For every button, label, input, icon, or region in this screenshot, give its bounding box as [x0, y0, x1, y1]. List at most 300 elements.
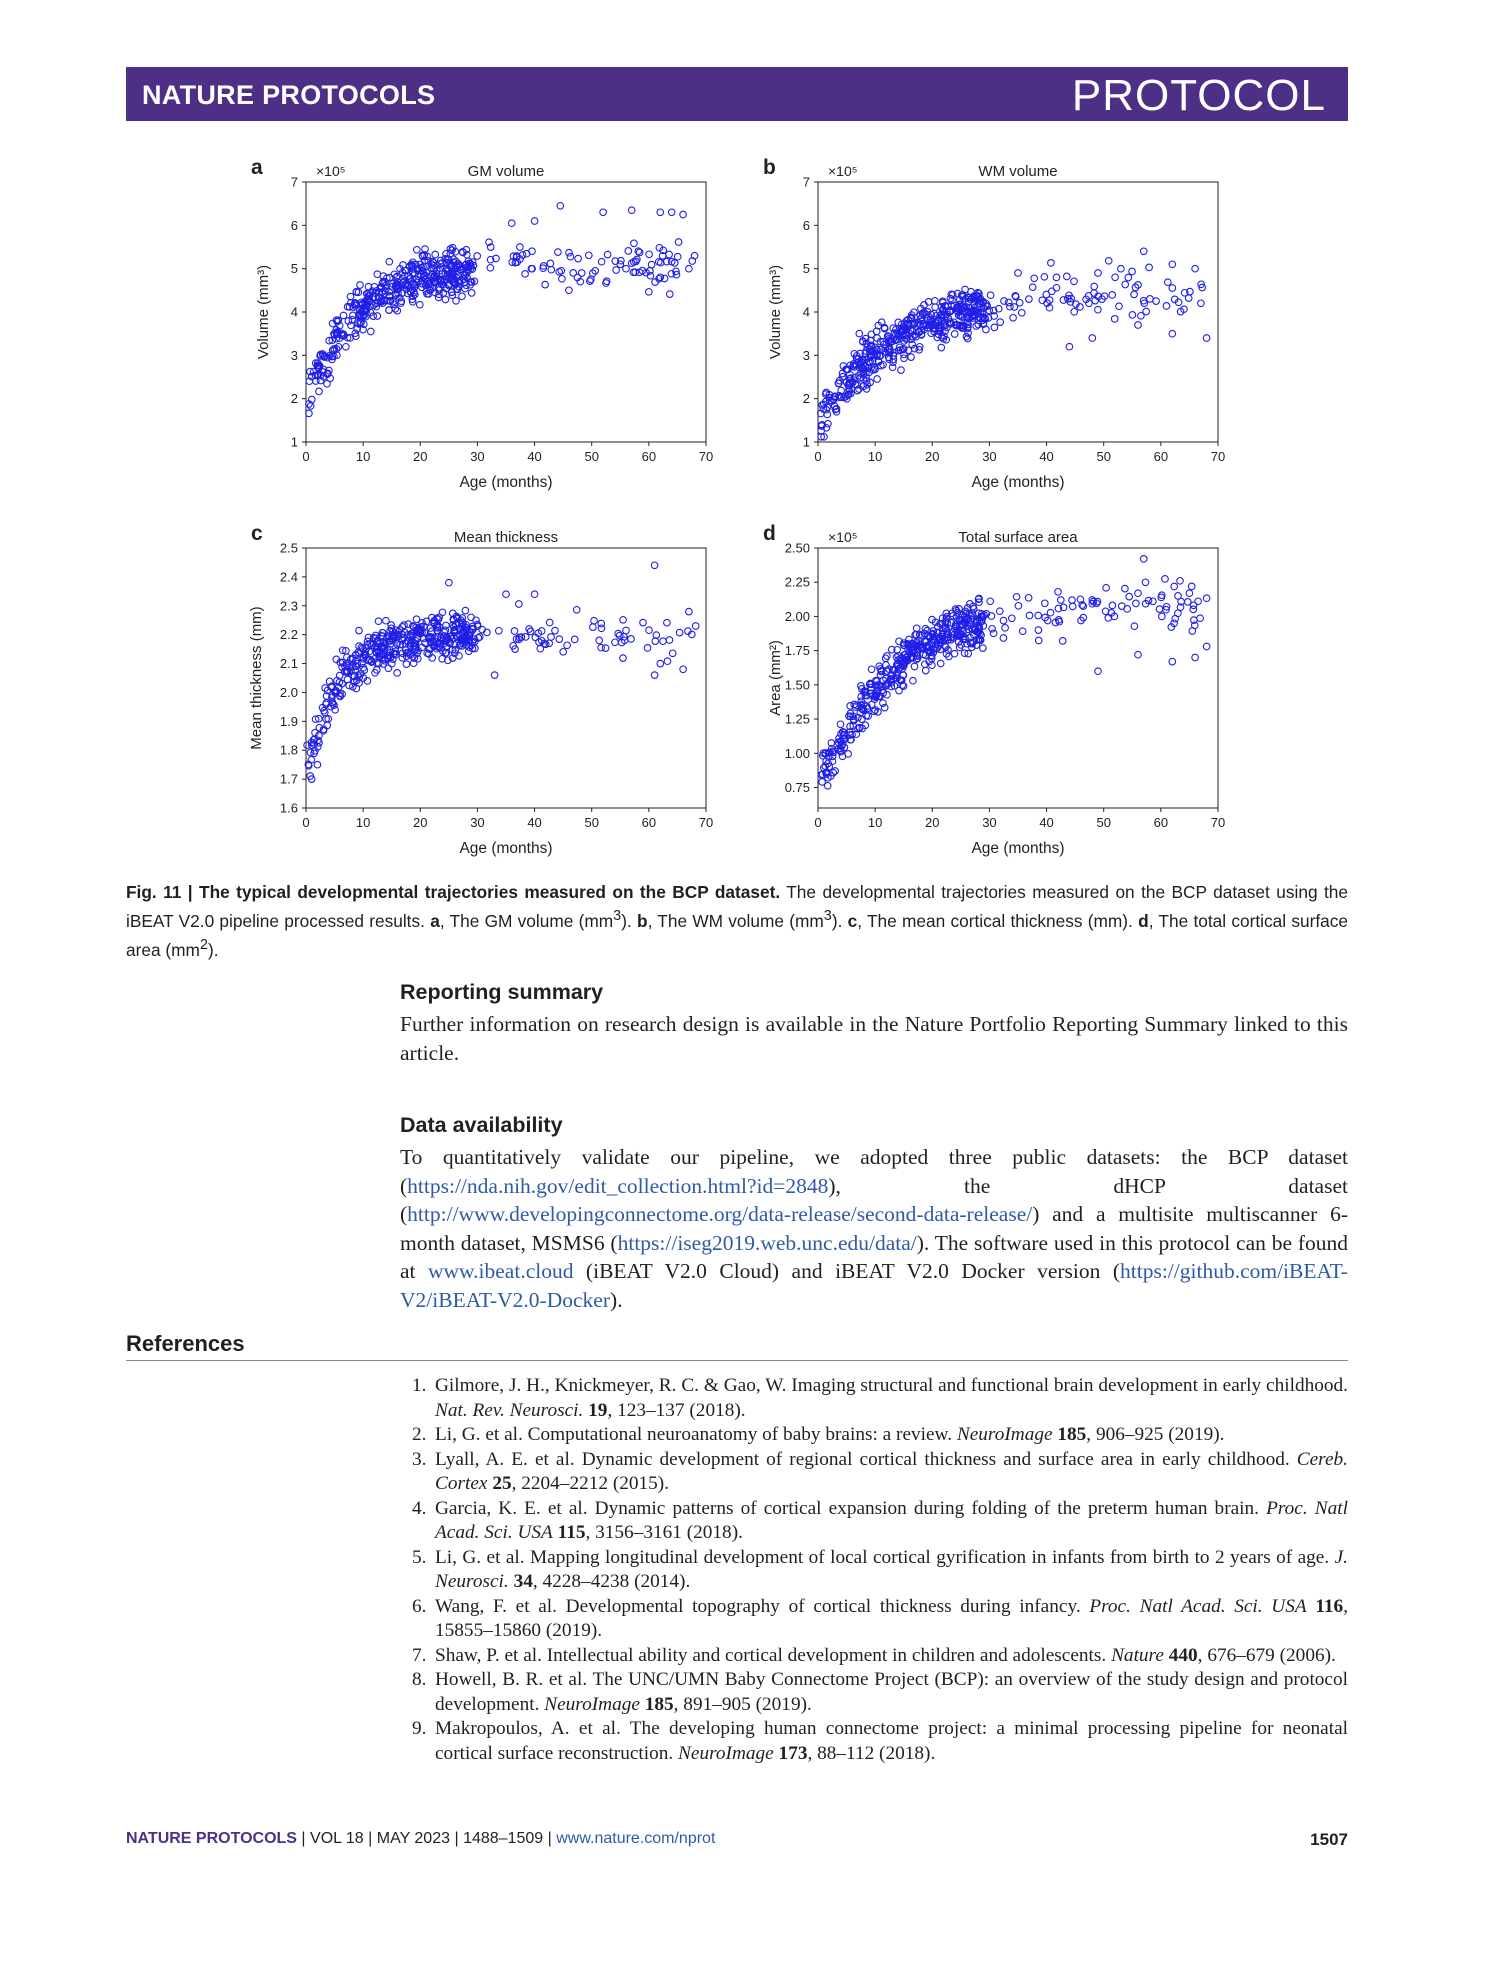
reference-journal: Proc. Natl Acad. Sci. USA	[435, 1497, 1348, 1543]
data-point	[824, 411, 831, 418]
x-tick-label: 40	[1039, 815, 1054, 830]
data-point	[356, 627, 363, 634]
y-tick-label: 2	[802, 391, 810, 407]
data-point	[386, 307, 393, 314]
da-text: (iBEAT V2.0 Cloud) and iBEAT V2.0 Docker version (	[573, 1259, 1121, 1283]
data-point	[1147, 296, 1154, 303]
footer-sep: |	[301, 1830, 306, 1847]
data-point	[417, 301, 424, 308]
reporting-summary-heading: Reporting summary	[400, 980, 604, 1004]
journal-banner	[126, 67, 1348, 121]
data-point	[951, 331, 958, 338]
data-point	[1119, 603, 1126, 610]
data-point	[368, 328, 375, 335]
data-point	[911, 663, 918, 670]
data-point	[547, 260, 554, 267]
data-point	[1002, 625, 1009, 632]
data-point	[937, 660, 944, 667]
data-point	[522, 634, 529, 641]
data-point	[1138, 313, 1145, 320]
references-heading: References	[126, 1331, 245, 1356]
data-point	[1140, 248, 1147, 255]
data-point	[646, 627, 653, 634]
x-tick-label: 60	[1153, 815, 1169, 830]
data-point	[666, 637, 673, 644]
caption-sup: 3	[823, 908, 832, 924]
y-tick-label: 1.25	[784, 711, 810, 727]
msms6-dataset-link[interactable]: https://iseg2019.web.unc.edu/data/	[617, 1230, 917, 1255]
data-point	[1071, 278, 1078, 285]
data-point	[432, 251, 439, 258]
data-point	[1109, 602, 1116, 609]
data-point	[591, 617, 598, 624]
data-point	[1135, 590, 1142, 597]
reference-pages: , 15855–15860 (2019).	[435, 1595, 1349, 1641]
data-point	[837, 721, 844, 728]
reference-item	[400, 1497, 1348, 1546]
x-tick-label: 40	[1039, 449, 1054, 464]
y-tick-label: 1.6	[279, 800, 298, 816]
panel-letter: d	[763, 522, 776, 545]
x-tick-label: 10	[355, 449, 371, 464]
data-point	[316, 388, 323, 395]
data-point	[474, 253, 481, 260]
data-point	[523, 250, 530, 257]
reference-text: Li, G. et al. Mapping longitudinal development of local cortical gyrification in infants from birth to 2 years of age.	[435, 1546, 1335, 1568]
x-axis-label: Age (months)	[971, 474, 1065, 491]
y-tick-label: 0.75	[784, 779, 810, 795]
data-point	[414, 247, 421, 254]
journal-name: NATURE PROTOCOLS	[142, 80, 436, 110]
data-point	[1118, 265, 1125, 272]
reference-item	[400, 1423, 1348, 1448]
y-tick-label: 5	[802, 261, 810, 277]
data-point	[586, 252, 593, 259]
data-point	[628, 207, 635, 214]
reference-pages: , 2204–2212 (2015).	[511, 1473, 670, 1494]
data-point	[646, 289, 653, 296]
da-text: ) and a multisite multiscanner 6-month dataset, MSMS6 (	[400, 1202, 1348, 1255]
data-point	[383, 617, 390, 624]
caption-d-text: , The total cortical surface area (mm	[126, 910, 1349, 960]
y-tick-label: 6	[802, 217, 810, 233]
data-point	[1140, 556, 1147, 563]
data-point	[874, 376, 881, 383]
caption-b-end: ).	[831, 910, 848, 931]
data-point	[343, 344, 350, 351]
reference-number: 2.	[412, 1424, 427, 1445]
reference-journal: J. Neurosci.	[435, 1546, 1348, 1592]
data-availability-heading: Data availability	[400, 1113, 563, 1137]
footer-url-link[interactable]: www.nature.com/nprot	[556, 1830, 716, 1847]
footer-sep: |	[547, 1830, 552, 1847]
reference-volume: 19	[588, 1399, 608, 1421]
y-tick-label: 2.3	[279, 598, 298, 614]
x-tick-label: 0	[302, 815, 310, 830]
da-text: ), the dHCP dataset (	[400, 1173, 1348, 1226]
panel-title: GM volume	[467, 163, 545, 180]
scatter-points	[818, 248, 1210, 440]
y-tick-label: 7	[802, 174, 810, 190]
data-point	[1010, 315, 1017, 322]
data-point	[590, 624, 597, 631]
ibeat-docker-link[interactable]: https://github.com/iBEAT-V2/iBEAT-V2.0-Docker	[400, 1259, 1348, 1312]
x-tick-label: 30	[470, 815, 485, 830]
data-point	[1189, 628, 1196, 635]
scatter-points	[306, 203, 698, 417]
reference-pages: , 891–905 (2019).	[673, 1693, 812, 1715]
data-point	[983, 326, 990, 333]
data-point	[1095, 306, 1102, 313]
data-point	[882, 655, 889, 662]
data-point	[922, 667, 929, 674]
data-point	[623, 265, 630, 272]
reference-pages: , 3156–3161 (2018).	[585, 1522, 743, 1543]
data-point	[566, 249, 573, 256]
data-point	[1048, 260, 1055, 267]
data-point	[913, 625, 920, 632]
data-point	[1095, 668, 1102, 675]
data-point	[667, 291, 674, 298]
panel-title: Mean thickness	[453, 529, 559, 546]
data-point	[307, 403, 314, 410]
data-point	[898, 367, 905, 374]
reference-text: Gilmore, J. H., Knickmeyer, R. C. & Gao, W. Imaging structural and functional brain development in early childhood.	[435, 1375, 1348, 1396]
reference-journal: NeuroImage	[544, 1693, 640, 1715]
y-axis-label: Mean thickness (mm)	[248, 606, 265, 750]
x-tick-label: 0	[814, 815, 822, 830]
y-axis-label: Area (mm²)	[767, 640, 784, 716]
x-tick-label: 10	[355, 815, 371, 830]
y-tick-label: 1	[802, 434, 810, 450]
data-point	[620, 617, 627, 624]
y-tick-label: 4	[290, 304, 298, 320]
data-point	[1015, 270, 1022, 277]
reference-item	[400, 1595, 1348, 1644]
data-point	[473, 617, 480, 624]
x-tick-label: 10	[867, 815, 883, 830]
page-footer	[126, 1830, 1348, 1848]
data-point	[1165, 279, 1172, 286]
x-tick-label: 70	[698, 815, 714, 830]
data-point	[1203, 595, 1210, 602]
data-point	[468, 290, 475, 297]
data-point	[1000, 635, 1007, 642]
footer-pages: 1488–1509	[463, 1830, 544, 1847]
data-point	[496, 628, 503, 635]
x-tick-label: 70	[1210, 815, 1226, 830]
data-point	[1089, 335, 1096, 342]
panel-letter: b	[763, 156, 776, 179]
caption-text: The developmental trajectories measured on the BCP dataset using the iBEAT V2.0 pipeline processed results.	[126, 882, 1348, 931]
data-point	[980, 645, 987, 652]
reference-number: 9.	[412, 1718, 427, 1739]
data-point	[389, 660, 396, 667]
x-axis-label: Age (months)	[459, 474, 553, 491]
reference-number: 6.	[412, 1595, 427, 1617]
footer-journal: NATURE PROTOCOLS	[126, 1830, 297, 1847]
data-point	[1169, 285, 1176, 292]
data-point	[522, 271, 529, 278]
data-point	[1116, 303, 1123, 310]
y-tick-label: 3	[802, 347, 810, 363]
x-tick-label: 60	[1153, 449, 1169, 464]
y-tick-label: 4	[802, 304, 810, 320]
data-point	[557, 203, 564, 210]
y-tick-label: 1.9	[279, 713, 298, 729]
reference-journal: Nat. Rev. Neurosci.	[435, 1399, 584, 1421]
data-point	[1125, 274, 1132, 281]
x-tick-label: 30	[982, 815, 997, 830]
data-point	[1059, 638, 1066, 645]
x-tick-label: 20	[925, 815, 940, 830]
reference-journal: Nature	[1111, 1644, 1164, 1666]
x-axis-label: Age (months)	[459, 840, 553, 857]
reference-volume: 25	[492, 1473, 512, 1494]
scatter-points	[304, 562, 699, 782]
data-point	[686, 608, 693, 615]
reference-volume: 440	[1168, 1644, 1198, 1666]
data-point	[1203, 335, 1210, 342]
caption-letter-d: d	[1138, 910, 1149, 931]
data-point	[669, 650, 676, 657]
data-point	[668, 209, 675, 216]
dhcp-dataset-link[interactable]: http://www.developingconnectome.org/data-release/second-data-release/	[407, 1202, 1033, 1226]
data-point	[1186, 590, 1193, 597]
x-tick-label: 40	[527, 815, 542, 830]
figure-11	[126, 140, 1348, 880]
data-point	[394, 670, 401, 677]
data-point	[1197, 615, 1204, 622]
data-point	[660, 638, 667, 645]
data-point	[666, 251, 673, 258]
data-point	[1026, 612, 1033, 619]
plot-frame	[818, 182, 1218, 442]
caption-letter-c: c	[847, 910, 858, 931]
data-point	[340, 312, 347, 319]
data-point	[386, 258, 393, 265]
data-point	[555, 249, 562, 256]
data-point	[1122, 585, 1129, 592]
data-point	[646, 251, 653, 258]
y-tick-label: 6	[290, 217, 298, 233]
data-point	[1105, 258, 1112, 265]
data-point	[1015, 603, 1022, 610]
data-point	[1103, 585, 1110, 592]
da-text: ). The software used in this protocol can be found at	[400, 1230, 1349, 1283]
data-point	[531, 591, 538, 598]
reference-item	[400, 1668, 1348, 1717]
reference-text: Howell, B. R. et al. The UNC/UMN Baby Connectome Project (BCP): an overview of the study design and protocol development.	[435, 1669, 1348, 1715]
data-point	[1198, 300, 1205, 307]
panel-title: WM volume	[978, 163, 1058, 180]
reference-text: Li, G. et al. Computational neuroanatomy of baby brains: a review.	[435, 1424, 957, 1445]
data-point	[615, 630, 622, 637]
x-tick-label: 20	[925, 449, 940, 464]
caption-d-end: ).	[207, 939, 219, 960]
data-point	[1126, 593, 1133, 600]
data-point	[845, 751, 852, 758]
y-tick-label: 1	[290, 434, 298, 450]
data-point	[1069, 603, 1076, 610]
data-point	[598, 258, 605, 265]
x-tick-label: 60	[641, 449, 657, 464]
data-point	[1177, 578, 1184, 585]
data-point	[1163, 303, 1170, 310]
data-point	[625, 248, 632, 255]
data-availability-text	[400, 1143, 1348, 1314]
data-point	[439, 609, 446, 616]
data-point	[1112, 274, 1119, 281]
caption-b-text: , The WM volume (mm	[647, 910, 824, 931]
data-point	[1011, 304, 1018, 311]
data-point	[1042, 600, 1049, 607]
y-tick-label: 2.0	[279, 684, 298, 700]
data-point	[1129, 268, 1136, 275]
reference-volume: 185	[1057, 1424, 1087, 1445]
page-number: 1507	[1310, 1830, 1348, 1849]
data-point	[516, 601, 523, 608]
data-point	[306, 410, 313, 417]
data-point	[1049, 288, 1056, 295]
caption-a-end: ).	[621, 910, 637, 931]
y-tick-label: 1.00	[784, 745, 810, 761]
data-point	[548, 634, 555, 641]
data-point	[1172, 615, 1179, 622]
reference-journal: Cereb. Cortex	[435, 1448, 1348, 1494]
data-point	[511, 628, 518, 635]
data-point	[1064, 273, 1071, 280]
x-tick-label: 60	[641, 815, 657, 830]
reference-pages: , 906–925 (2019).	[1086, 1424, 1225, 1445]
caption-label: Fig. 11 | The typical developmental trajectories measured on the BCP dataset.	[126, 882, 781, 902]
reference-item	[400, 1717, 1348, 1766]
y-tick-label: 5	[290, 261, 298, 277]
bcp-dataset-link[interactable]: https://nda.nih.gov/edit_collection.html?id=2848	[407, 1173, 829, 1198]
data-point	[644, 645, 651, 652]
reference-volume: 115	[557, 1522, 586, 1543]
scatter-points	[818, 556, 1210, 790]
data-point	[1156, 606, 1163, 613]
data-point	[859, 716, 866, 723]
data-point	[1035, 612, 1042, 619]
data-point	[1035, 637, 1042, 644]
data-point	[1029, 284, 1036, 291]
data-point	[824, 783, 831, 790]
data-point	[598, 620, 605, 627]
data-point	[459, 293, 466, 300]
data-point	[1091, 283, 1098, 290]
reference-number: 4.	[412, 1497, 427, 1519]
y-tick-label: 3	[290, 347, 298, 363]
data-point	[546, 619, 553, 626]
data-point	[1129, 312, 1136, 319]
data-point	[596, 637, 603, 644]
data-point	[1026, 296, 1033, 303]
data-point	[1009, 615, 1016, 622]
y-tick-label: 2	[290, 391, 298, 407]
reference-text: Lyall, A. E. et al. Dynamic development of regional cortical thickness and surface area in early childhood.	[435, 1448, 1297, 1470]
data-point	[559, 276, 566, 283]
data-point	[600, 209, 607, 216]
reference-journal: NeuroImage	[678, 1742, 774, 1764]
y-tick-label: 2.00	[784, 608, 810, 624]
data-point	[997, 319, 1004, 326]
data-point	[385, 665, 392, 672]
data-point	[314, 761, 321, 768]
data-point	[1069, 597, 1076, 604]
data-point	[1019, 310, 1026, 317]
section-label: PROTOCOL	[1071, 71, 1326, 120]
data-point	[889, 364, 896, 371]
x-tick-label: 20	[413, 815, 428, 830]
data-point	[1169, 330, 1176, 337]
data-point	[1058, 597, 1065, 604]
da-text: To quantitatively validate our pipeline, we adopted three public datasets: the BCP dataset (	[400, 1145, 1348, 1198]
data-point	[657, 209, 664, 216]
figure-canvas	[126, 140, 1348, 880]
data-point	[1171, 583, 1178, 590]
reference-text: Wang, F. et al. Developmental topography of cortical thickness during infancy.	[435, 1595, 1090, 1617]
x-tick-label: 70	[698, 449, 714, 464]
reference-text: Garcia, K. E. et al. Dynamic patterns of cortical expansion during folding of the preterm human brain.	[435, 1497, 1267, 1519]
reference-text: Makropoulos, A. et al. The developing human connectome project: a minimal processing pipeline for neonatal cortical surface reconstruction.	[435, 1718, 1348, 1764]
data-point	[1025, 595, 1032, 602]
data-point	[1111, 316, 1118, 323]
data-point	[548, 266, 555, 273]
ibeat-cloud-link[interactable]: www.ibeat.cloud	[427, 1259, 574, 1283]
y-tick-label: 1.7	[279, 771, 298, 787]
data-point	[571, 636, 578, 643]
data-point	[1105, 615, 1112, 622]
data-point	[1047, 609, 1054, 616]
data-point	[612, 639, 619, 646]
data-point	[1131, 291, 1138, 298]
data-point	[623, 627, 630, 634]
data-point	[991, 324, 998, 331]
data-point	[932, 304, 939, 311]
y-tick-label: 1.8	[279, 742, 298, 758]
data-point	[1192, 654, 1199, 661]
reference-item	[400, 1374, 1348, 1423]
data-point	[651, 562, 658, 569]
data-point	[1185, 599, 1192, 606]
data-point	[1203, 643, 1210, 650]
data-point	[1071, 309, 1078, 316]
reference-volume: 34	[513, 1571, 533, 1592]
data-point	[938, 344, 945, 351]
data-point	[1031, 275, 1038, 282]
data-point	[1153, 298, 1160, 305]
data-point	[674, 253, 681, 260]
data-point	[573, 607, 580, 614]
data-point	[1053, 274, 1060, 281]
data-point	[686, 265, 693, 272]
data-point	[508, 220, 515, 227]
reference-volume: 116	[1315, 1595, 1344, 1617]
reference-item	[400, 1644, 1348, 1669]
footer-sep: |	[368, 1830, 373, 1847]
y-tick-label: 7	[290, 174, 298, 190]
data-point	[680, 666, 687, 673]
data-point	[664, 619, 671, 626]
y-tick-label: 1.50	[784, 677, 810, 693]
data-point	[1195, 598, 1202, 605]
caption-letter-b: b	[637, 910, 648, 931]
data-point	[1188, 583, 1195, 590]
data-point	[560, 649, 567, 656]
data-point	[1053, 285, 1060, 292]
